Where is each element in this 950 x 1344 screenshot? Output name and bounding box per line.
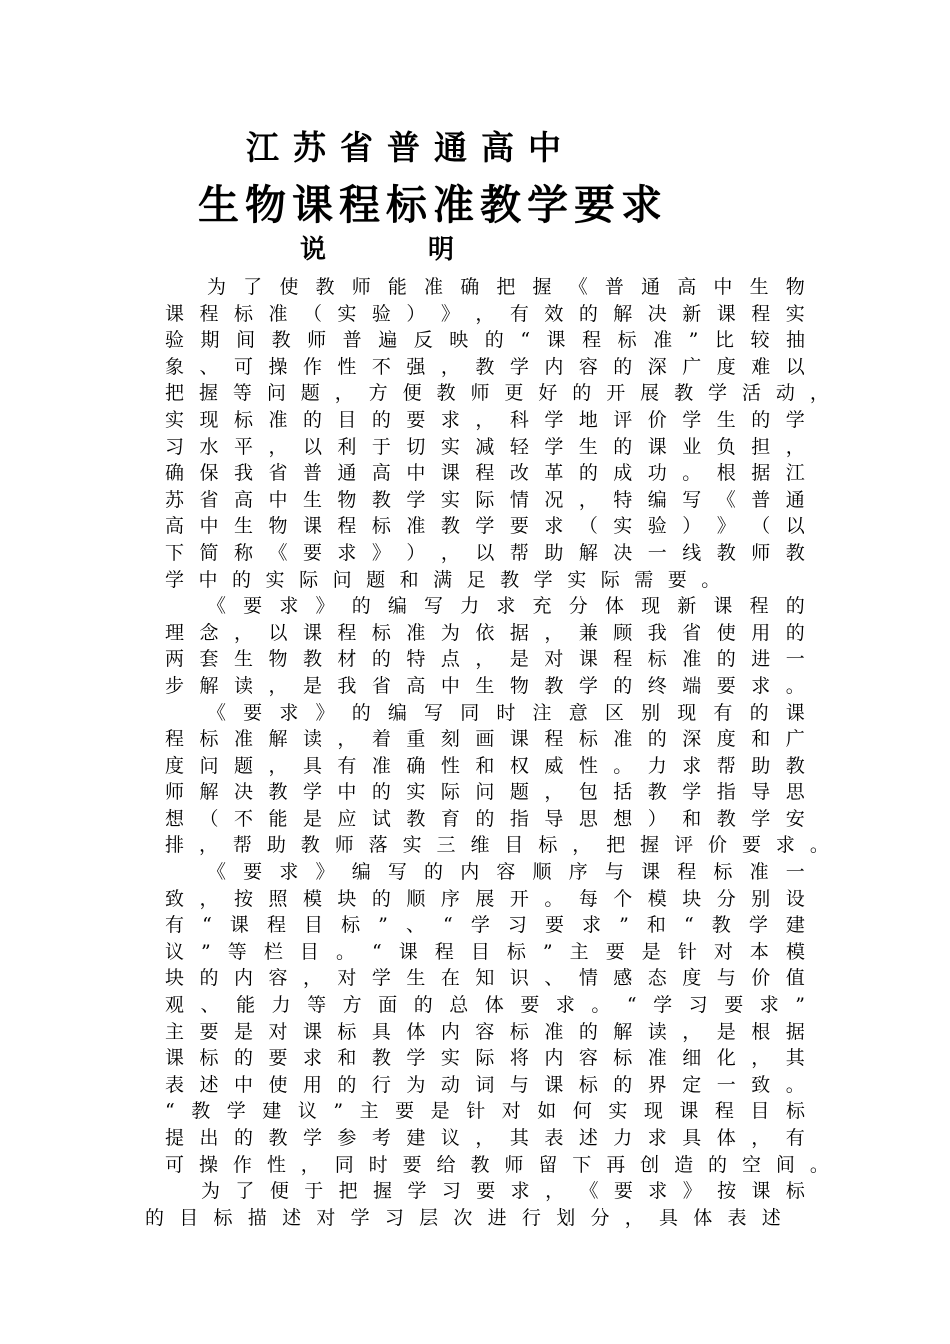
text-line: 两 套 生 物 教 材 的 特 点 ， 是 对 课 程 标 准 的 进 一 (165, 648, 805, 671)
body-text (145, 274, 829, 1231)
text-line: 象 、 可 操 作 性 不 强 ， 教 学 内 容 的 深 广 度 难 以 (165, 355, 805, 378)
text-line: 度 问 题 ， 具 有 准 确 性 和 权 威 性 。 力 求 帮 助 教 (165, 754, 805, 777)
text-line: 为 了 使 教 师 能 准 确 把 握 《 普 通 高 中 生 物 (207, 276, 805, 298)
text-line: 理 念 ， 以 课 程 标 准 为 依 据 ， 兼 顾 我 省 使 用 的 (165, 621, 805, 644)
text-line: 观 、 能 力 等 方 面 的 总 体 要 求 。 “ 学 习 要 求 ” (165, 994, 805, 1017)
text-line: 把 握 等 问 题 ， 方 便 教 师 更 好 的 开 展 教 学 活 动 ， (165, 382, 829, 405)
text-line: 确 保 我 省 普 通 高 中 课 程 改 革 的 成 功 。 根 据 江 (165, 462, 805, 485)
text-line: 《 要 求 》 的 编 写 同 时 注 意 区 别 现 有 的 课 (207, 701, 805, 724)
document-title-line1: 江苏省普通高中 (246, 128, 575, 167)
text-line: 程 标 准 解 读 ， 着 重 刻 画 课 程 标 准 的 深 度 和 广 (165, 728, 805, 751)
text-line: 《 要 求 》 的 编 写 力 求 充 分 体 现 新 课 程 的 (207, 595, 805, 618)
section-heading-char: 说 (300, 235, 327, 265)
text-line: 学 中 的 实 际 问 题 和 满 足 教 学 实 际 需 要 。 (165, 568, 721, 591)
text-line: 实 现 标 准 的 目 的 要 求 ， 科 学 地 评 价 学 生 的 学 (165, 408, 805, 431)
text-line: 下 简 称 《 要 求 》 ） ， 以 帮 助 解 决 一 线 教 师 教 (165, 541, 805, 564)
text-line: 致 ， 按 照 模 块 的 顺 序 展 开 。 每 个 模 块 分 别 设 (165, 887, 805, 910)
text-line: 高 中 生 物 课 程 标 准 教 学 要 求 （ 实 验 ） 》 （ 以 (165, 515, 805, 538)
document-title-line2: 生物课程标准教学要求 (198, 181, 668, 229)
text-line: 排 ， 帮 助 教 师 落 实 三 维 目 标 ， 把 握 评 价 要 求 。 (165, 834, 829, 857)
text-line: “ 教 学 建 议 ” 主 要 是 针 对 如 何 实 现 课 程 目 标 (165, 1100, 805, 1123)
text-line: 有 “ 课 程 目 标 ” 、 “ 学 习 要 求 ” 和 “ 教 学 建 (165, 914, 805, 937)
text-line: 苏 省 高 中 生 物 教 学 实 际 情 况 ， 特 编 写 《 普 通 (165, 488, 805, 511)
text-line: 议 ” 等 栏 目 。 “ 课 程 目 标 ” 主 要 是 针 对 本 模 (165, 940, 805, 963)
text-line: 步 解 读 ， 是 我 省 高 中 生 物 教 学 的 终 端 要 求 。 (165, 674, 805, 697)
text-line: 课 标 的 要 求 和 教 学 实 际 将 内 容 标 准 细 化 ， 其 (165, 1047, 805, 1070)
text-line: 为 了 便 于 把 握 学 习 要 求 ， 《 要 求 》 按 课 标 (201, 1180, 805, 1203)
text-line: 想 （ 不 能 是 应 试 教 育 的 指 导 思 想 ） 和 教 学 安 (165, 807, 805, 830)
text-line: 表 述 中 使 用 的 行 为 动 词 与 课 标 的 界 定 一 致 。 (165, 1073, 805, 1096)
text-line: 可 操 作 性 ， 同 时 要 给 教 师 留 下 再 创 造 的 空 间 。 (165, 1153, 829, 1176)
text-line: 提 出 的 教 学 参 考 建 议 ， 其 表 述 力 求 具 体 ， 有 (165, 1127, 805, 1149)
text-line: 块 的 内 容 ， 对 学 生 在 知 识 、 情 感 态 度 与 价 值 (165, 967, 805, 990)
section-heading-char: 明 (428, 235, 455, 265)
text-line: 师 解 决 教 学 中 的 实 际 问 题 ， 包 括 教 学 指 导 思 (165, 781, 805, 804)
section-heading (300, 229, 454, 266)
text-line: 验 期 间 教 师 普 遍 反 映 的 “ 课 程 标 准 ” 比 较 抽 (165, 329, 805, 352)
text-line: 课 程 标 准 （ 实 验 ） 》 ， 有 效 的 解 决 新 课 程 实 (165, 302, 805, 325)
text-line: 习 水 平 ， 以 利 于 切 实 减 轻 学 生 的 课 业 负 担 ， (165, 435, 805, 458)
text-line: 主 要 是 对 课 标 具 体 内 容 标 准 的 解 读 ， 是 根 据 (165, 1020, 805, 1043)
text-line: 《 要 求 》 编 写 的 内 容 顺 序 与 课 程 标 准 一 (207, 861, 805, 884)
text-line: 的 目 标 描 述 对 学 习 层 次 进 行 划 分 ， 具 体 表 述 (145, 1206, 781, 1229)
